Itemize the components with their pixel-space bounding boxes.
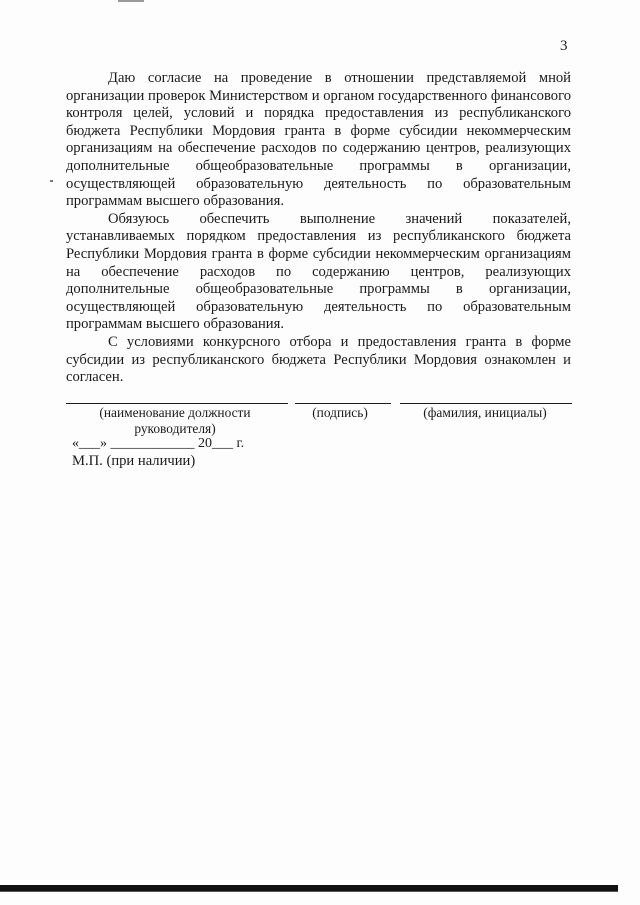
position-line xyxy=(66,403,288,404)
name-caption: (фамилия, инициалы) xyxy=(423,405,547,420)
document-body xyxy=(66,70,571,387)
agreement-paragraph: С условиями конкурсного отбора и предоставления гранта в форме субсидии из республиканского бюджета Республики Мордовия ознакомлен и согласен. xyxy=(66,333,571,386)
name-line xyxy=(400,403,572,404)
scan-artifact xyxy=(50,180,53,182)
consent-paragraph: Даю согласие на проведение в отношении представляемой мной организации проверок Министерством и органом государственного финансового контроля целей, условий и порядка предоставления из республиканского бюджета Республики Мордовия гранта в форме субсидии некоммерческим организациям на обеспечение расходов по содержанию центров, реализующих дополнительные общеобразовательные программы в организации, осуществляющей образовательную деятельность по образовательным программам высшего образования. xyxy=(66,70,571,210)
signature-caption: (подпись) xyxy=(312,405,368,420)
date-line: «___» ____________ 20___ г. xyxy=(72,436,245,451)
scan-artifact xyxy=(118,0,144,2)
obligation-paragraph: Обязуюсь обеспечить выполнение значений показателей, устанавливаемых порядком предоставления из республиканского бюджета Республики Мордовия гранта в форме субсидии некоммерческим организациям на обеспечение расходов по содержанию центров, реализующих дополнительные общеобразовательные программы в организации, осуществляющей образовательную деятельность по образовательным программам высшего образования. xyxy=(66,210,571,333)
position-caption: (наименование должности руководителя) xyxy=(99,405,251,436)
scan-border-bottom-thin xyxy=(0,891,618,892)
signature-line xyxy=(295,403,391,404)
stamp-place: М.П. (при наличии) xyxy=(72,453,196,469)
page-number: 3 xyxy=(560,38,568,54)
